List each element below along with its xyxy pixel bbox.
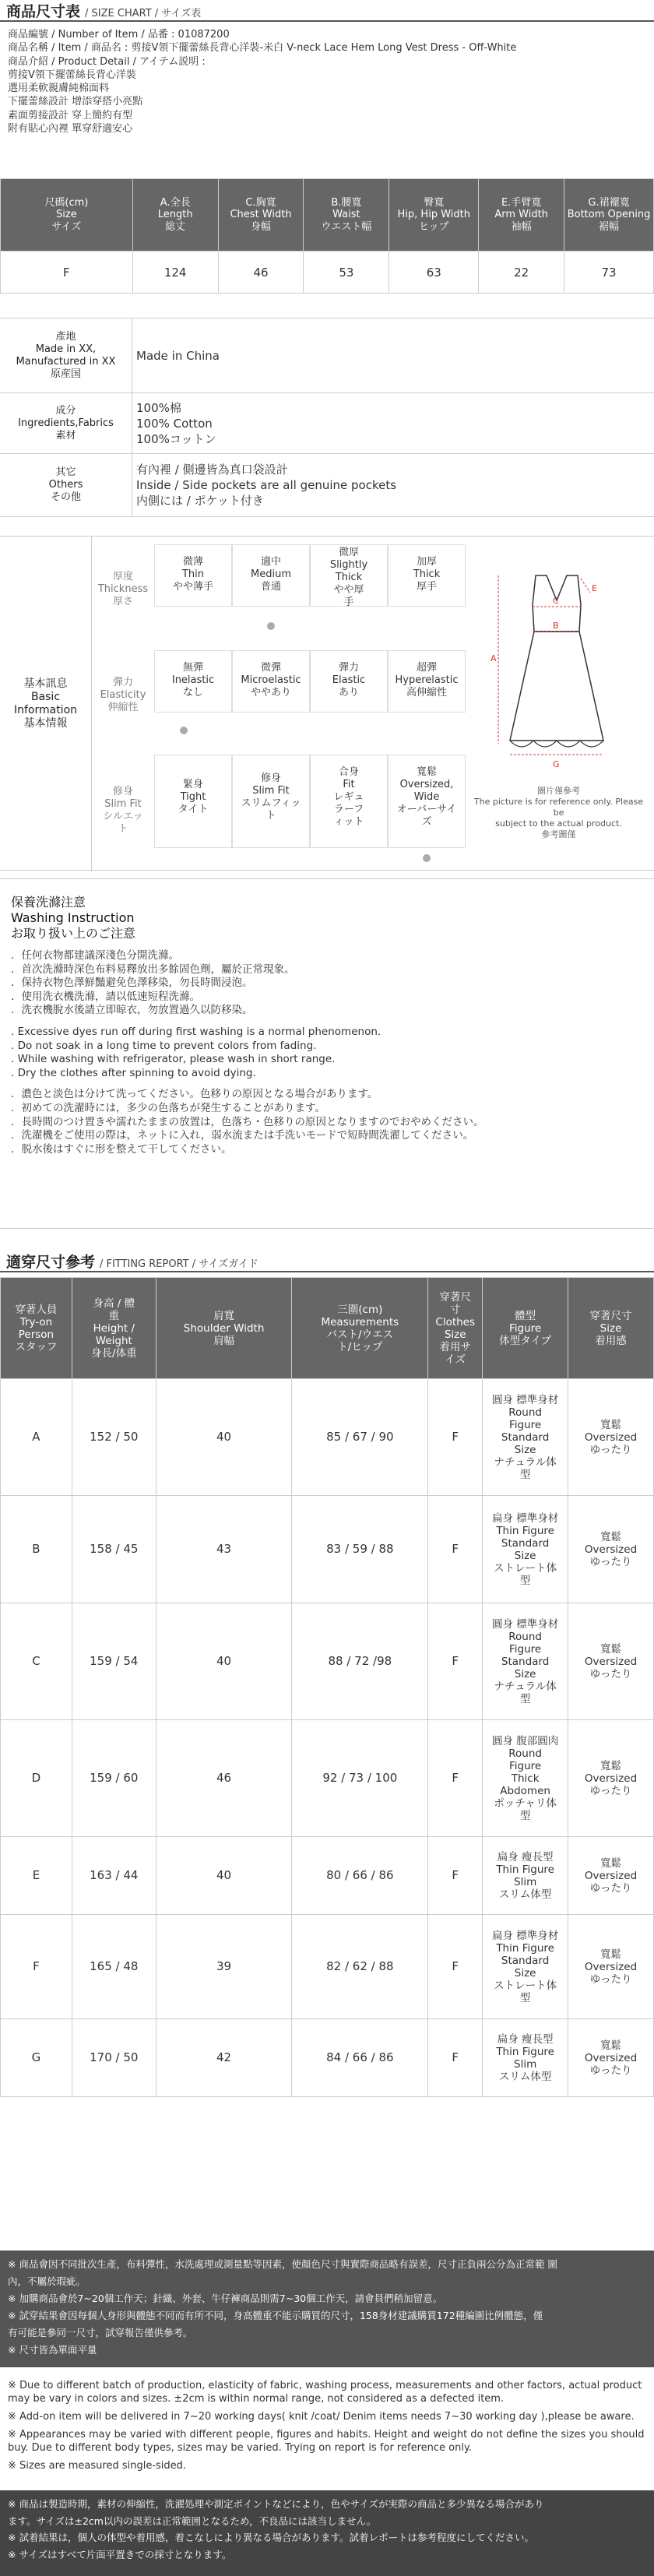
- thickness-option-thin: 微薄 Thin やや薄手: [154, 544, 232, 607]
- arm-cell: 22: [479, 252, 564, 294]
- person-cell: B: [1, 1496, 72, 1603]
- info-line: 附有貼心內裡 單穿舒適安心: [8, 123, 133, 135]
- height-weight-cell: 159 / 54: [72, 1603, 156, 1720]
- waist-cell: 53: [304, 252, 389, 294]
- height-weight-cell: 163 / 44: [72, 1837, 156, 1915]
- size-header: 尺碼(cm) Size サイズ: [1, 179, 133, 252]
- elasticity-selected-marker: [180, 727, 188, 734]
- measurements-cell: 85 / 67 / 90: [292, 1379, 428, 1496]
- height-weight-cell: 170 / 50: [72, 2019, 156, 2097]
- origin-section: [0, 318, 654, 392]
- fabric-section: [0, 392, 654, 453]
- fit-selected-marker: [423, 854, 431, 862]
- fit-feel-header: 穿著尺寸 Size 着用感: [568, 1278, 654, 1379]
- height-weight-cell: 159 / 60: [72, 1720, 156, 1837]
- figure-cell: 圓身 腹部圓肉 Round Figure Thick Abdomen ポッチャリ体 型: [483, 1720, 568, 1837]
- size-table-header-row: [1, 179, 654, 252]
- basic-info-label: 基本訊息 Basic Information 基本情報: [0, 537, 92, 871]
- measurements-cell: 83 / 59 / 88: [292, 1496, 428, 1603]
- table-row: [1, 1603, 654, 1720]
- clothes-size-header: 穿著尺 寸 Clothes Size 着用サ イズ: [428, 1278, 483, 1379]
- person-cell: F: [1, 1915, 72, 2019]
- info-line: 下擺蕾絲設計 增添穿搭小亮點: [8, 96, 143, 108]
- dress-label-c: C: [553, 596, 559, 606]
- measurements-header: 三圍(cm) Measurements バスト/ウエス ト/ヒップ: [292, 1278, 428, 1379]
- fitting-table: [0, 1277, 654, 2097]
- table-row: [1, 1837, 654, 1915]
- elasticity-option-elastic: 彈力 Elastic あり: [310, 650, 388, 713]
- person-cell: A: [1, 1379, 72, 1496]
- size-cell: F: [1, 252, 133, 294]
- fit-feel-cell: 寬鬆 Oversized ゆったり: [568, 1379, 654, 1496]
- other-section: [0, 453, 654, 517]
- illustration-caption: 圖片僅參考 The picture is for reference only. Please be subject to the actual product. 參考圖僅: [473, 786, 644, 839]
- thickness-option-thick: 加厚 Thick 厚手: [388, 544, 466, 607]
- fitting-header-row: [1, 1278, 654, 1379]
- elasticity-option-inelastic: 無彈 Inelastic なし: [154, 650, 232, 713]
- table-row: [1, 1720, 654, 1837]
- product-info: [0, 23, 654, 175]
- size-chart-subtitle: / SIZE CHART / サイズ表: [85, 8, 202, 19]
- table-row: [1, 1915, 654, 2019]
- attribute-grid: [92, 537, 466, 871]
- arm-header: E.手臂寬 Arm Width 袖幅: [479, 179, 564, 252]
- elasticity-option-microelastic: 微彈 Microelastic ややあり: [232, 650, 310, 713]
- fabric-label: 成分 Ingredients,Fabrics 素材: [0, 393, 132, 453]
- fit-label: 修身 Slim Fit シルエッ ト: [103, 786, 143, 835]
- height-weight-cell: 165 / 48: [72, 1915, 156, 2019]
- thickness-option-medium: 適中 Medium 普通: [232, 544, 310, 607]
- other-value: 有內裡 / 側邊皆為真口袋設計 Inside / Side pockets are all genuine pockets 内側には / ポケット付き: [136, 463, 397, 508]
- fit-option-oversized: 寬鬆 Oversized, Wide オーバーサイ ズ: [388, 755, 466, 848]
- other-label: 其它 Others その他: [0, 454, 132, 516]
- fit-option-fit: 合身 Fit レギュ ラーフ ィット: [310, 755, 388, 848]
- thickness-selected-marker: [267, 622, 275, 630]
- dress-diagram-illustration: [475, 560, 638, 778]
- hip-header: 臀寬 Hip, Hip Width ヒップ: [389, 179, 479, 252]
- shoulder-cell: 42: [156, 2019, 292, 2097]
- washing-en: . Excessive dyes run off during first washing is a normal phenomenon. . Do not soak in a long time to prevent colors from fading. . While washing with refrigerator, please wash in short range. . Dry the clothes after spinning to avoid dying.: [11, 1025, 382, 1079]
- fabric-value: 100%棉 100% Cotton 100%コットン: [136, 400, 216, 446]
- shoulder-cell: 40: [156, 1837, 292, 1915]
- fit-feel-cell: 寬鬆 Oversized ゆったり: [568, 1603, 654, 1720]
- figure-cell: 圓身 標準身材 Round Figure Standard Size ナチュラル体 型: [483, 1379, 568, 1496]
- measurements-cell: 88 / 72 /98: [292, 1603, 428, 1720]
- clothes-size-cell: F: [428, 1915, 483, 2019]
- person-header: 穿著人員 Try-on Person スタッフ: [1, 1278, 72, 1379]
- table-row: [1, 1379, 654, 1496]
- figure-cell: 圓身 標準身材 Round Figure Standard Size ナチュラル体 型: [483, 1603, 568, 1720]
- person-cell: G: [1, 2019, 72, 2097]
- height-weight-cell: 152 / 50: [72, 1379, 156, 1496]
- length-header: A.全長 Length 総丈: [132, 179, 218, 252]
- clothes-size-cell: F: [428, 1379, 483, 1496]
- info-line: 素面剪接設計 穿上簡約有型: [8, 109, 133, 121]
- fit-feel-cell: 寬鬆 Oversized ゆったり: [568, 1496, 654, 1603]
- shoulder-cell: 46: [156, 1720, 292, 1837]
- origin-label: 產地 Made in XX, Manufactured in XX 原産国: [0, 318, 132, 392]
- fitting-subtitle: / FITTING REPORT / サイズガイド: [100, 1258, 258, 1270]
- person-cell: E: [1, 1837, 72, 1915]
- fit-feel-cell: 寬鬆 Oversized ゆったり: [568, 1915, 654, 2019]
- thickness-option-slightly-thick: 微厚 Slightly Thick やや厚 手: [310, 544, 388, 607]
- size-chart-title: 商品尺寸表: [6, 3, 81, 20]
- table-row: [1, 252, 654, 294]
- info-line: 剪接V領下擺蕾絲長背心洋裝: [8, 69, 136, 81]
- size-chart-header: [0, 0, 654, 22]
- elasticity-option-hyperelastic: 超彈 Hyperelastic 高伸縮性: [388, 650, 466, 713]
- fit-option-slim: 修身 Slim Fit スリムフィッ ト: [232, 755, 310, 848]
- notes-english: ※ Due to different batch of production, elasticity of fabric, washing process, measurements and other factors, actual product may be vary in colors and sizes. ±2cm is within normal range, not considered as a defected item. ※ Add-on item will be delivered in 7~20 working days( knit /coat/ Denim items needs 7~30 working day ),please be aware. ※ Appearances may be varied with different people, figures and habits. Height and weight do not define the sizes you should buy. Due to different body types, sizes may be varied. Trying on report is for reference only. ※ Sizes are measured single-sided.: [8, 2380, 645, 2472]
- hip-cell: 63: [389, 252, 479, 294]
- dress-label-b: B: [553, 621, 559, 631]
- waist-header: B.腰寬 Waist ウエスト幅: [304, 179, 389, 252]
- height-weight-cell: 158 / 45: [72, 1496, 156, 1603]
- clothes-size-cell: F: [428, 1837, 483, 1915]
- length-cell: 124: [132, 252, 218, 294]
- figure-cell: 扁身 標準身材 Thin Figure Standard Size ストレート体 型: [483, 1496, 568, 1603]
- info-line: 商品介紹 / Product Detail / アイテム説明 :: [8, 55, 206, 68]
- fit-feel-cell: 寬鬆 Oversized ゆったり: [568, 1720, 654, 1837]
- info-line: 商品編號 / Number of Item / 品番 : 01087200: [8, 29, 230, 40]
- fit-option-tight: 緊身 Tight タイト: [154, 755, 232, 848]
- notes-japanese: ※ 商品は製造時期，素材の伸縮性，洗濯処理や測定ポイントなどにより，色やサイズが実際の商品と多少異なる場合があり ます。サイズは±2cm以内の誤差は正常範囲となるため，不良品には該当しません。 ※ 試着結果は，個人の体型や着用感，着こなしにより異なる場合があります。試着レポートは参考程度にしてください。 ※ サイズはすべて片面平置きでの採寸となります。: [0, 2490, 654, 2576]
- measurements-cell: 80 / 66 / 86: [292, 1837, 428, 1915]
- fitting-title: 適穿尺寸參考: [6, 1254, 96, 1271]
- clothes-size-cell: F: [428, 1603, 483, 1720]
- table-row: [1, 1496, 654, 1603]
- shoulder-cell: 39: [156, 1915, 292, 2019]
- dress-label-a: A: [490, 653, 497, 663]
- shoulder-cell: 40: [156, 1379, 292, 1496]
- shoulder-cell: 40: [156, 1603, 292, 1720]
- measurements-cell: 92 / 73 / 100: [292, 1720, 428, 1837]
- washing-section: [0, 878, 654, 1229]
- dress-label-g: G: [553, 759, 560, 769]
- clothes-size-cell: F: [428, 2019, 483, 2097]
- washing-zh: ．任何衣物都建議深淺色分開洗滌。 ．首次洗滌時深色布料易釋放出多餘固色劑，屬於正常現象。 ．保持衣物色澤鮮豔避免色澤移染，勿長時間浸泡。 ．使用洗衣機洗滌，請以低速短程洗滌。 ．洗衣機脫水後請立即晾衣，勿放置過久以防移染。: [11, 949, 295, 1017]
- notes-chinese: ※ 商品會因不同批次生產，布料彈性，水洗處理或測量點等因素，使顏色尺寸與實際商品略有誤差，尺寸正負兩公分為正常範 圍 內，不屬於瑕疵。 ※ 加購商品會於7~20個工作天；針織、外套、牛仔褲商品則需7~30個工作天，請會員們稍加留意。 ※ 試穿結果會因每個人身形與體態不同而有所不同，身高體重不能示購買的尺寸，158身材建議購買172種編圍比例體態，僅 有可能是參同一尺寸，試穿報告僅供參考。 ※ 尺寸皆為單面平量: [0, 2250, 654, 2367]
- person-cell: D: [1, 1720, 72, 1837]
- basic-info-section: [0, 536, 654, 871]
- chest-header: C.胸寬 Chest Width 身幅: [218, 179, 304, 252]
- figure-cell: 扁身 瘦長型 Thin Figure Slim スリム体型: [483, 1837, 568, 1915]
- person-cell: C: [1, 1603, 72, 1720]
- washing-jp: ．濃色と淡色は分けて洗ってください。色移りの原因となる場合があります。 ．初めての洗濯時には，多少の色落ちが発生することがあります。 ．長時間のつけ置きや濡れたままの放置は，色落ち・色移りの原因となりますのでおやめください。 ．洗濯機をご使用の際は，ネットに入れ，弱水流または手洗いモードで短時間洗濯してください。 ．脱水後はすぐに形を整えて干してください。: [11, 1088, 484, 1156]
- figure-header: 體型 Figure 体型タイプ: [483, 1278, 568, 1379]
- bottom-cell: 73: [564, 252, 654, 294]
- measurements-cell: 82 / 62 / 88: [292, 1915, 428, 2019]
- height-weight-header: 身高 / 體 重 Height / Weight 身長/体重: [72, 1278, 156, 1379]
- shoulder-header: 肩寬 Shoulder Width 肩幅: [156, 1278, 292, 1379]
- origin-value: Made in China: [136, 348, 220, 363]
- thickness-label: 厚度 Thickness 厚さ: [97, 571, 149, 607]
- fit-feel-cell: 寬鬆 Oversized ゆったり: [568, 1837, 654, 1915]
- dress-label-e: E: [592, 583, 597, 593]
- figure-cell: 扁身 標準身材 Thin Figure Standard Size ストレート体 型: [483, 1915, 568, 2019]
- washing-title: 保養洗滌注意 Washing Instruction お取り扱い上のご注意: [11, 895, 136, 941]
- table-row: [1, 2019, 654, 2097]
- fitting-header: [0, 1246, 654, 1272]
- chest-cell: 46: [218, 252, 304, 294]
- figure-cell: 扁身 瘦長型 Thin Figure Slim スリム体型: [483, 2019, 568, 2097]
- measurements-cell: 84 / 66 / 86: [292, 2019, 428, 2097]
- fit-feel-cell: 寬鬆 Oversized ゆったり: [568, 2019, 654, 2097]
- info-line: 商品名稱 / Item / 商品名 : 剪接V領下擺蕾絲長背心洋裝-米白 V-neck Lace Hem Long Vest Dress - Off-White: [8, 42, 517, 55]
- info-line: 選用柔軟親膚純棉面料: [8, 83, 110, 95]
- size-table: [0, 178, 654, 294]
- shoulder-cell: 43: [156, 1496, 292, 1603]
- elasticity-label: 彈力 Elasticity 伸縮性: [100, 677, 146, 713]
- clothes-size-cell: F: [428, 1720, 483, 1837]
- clothes-size-cell: F: [428, 1496, 483, 1603]
- bottom-header: G.裙襬寬 Bottom Opening 裾幅: [564, 179, 654, 252]
